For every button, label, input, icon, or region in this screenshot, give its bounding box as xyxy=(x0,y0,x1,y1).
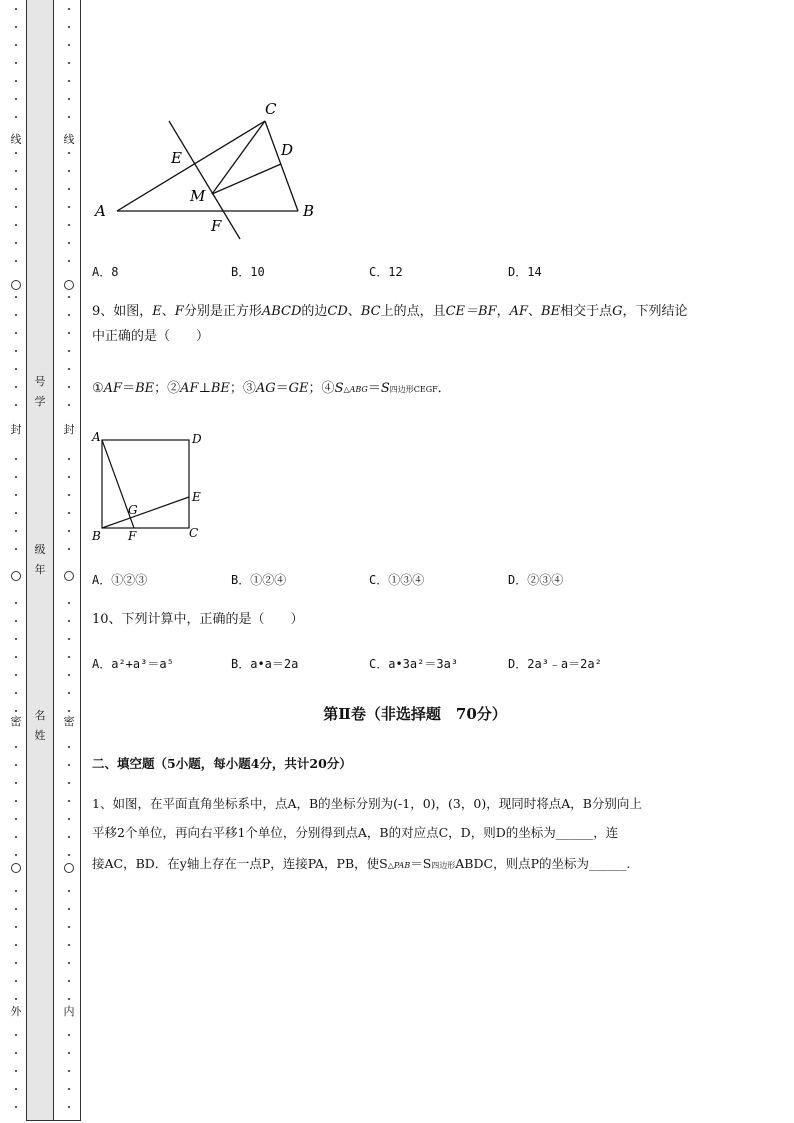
q8-label-A: A xyxy=(95,202,106,220)
outer-dot xyxy=(15,80,17,82)
q9-option-a[interactable]: A．①②③ xyxy=(92,573,148,587)
outer-dot xyxy=(15,638,17,640)
outer-dot xyxy=(15,620,17,622)
inner-seal-char: 密 xyxy=(63,715,75,728)
inner-dot xyxy=(68,1106,70,1108)
outer-dot xyxy=(15,926,17,928)
outer-dot xyxy=(15,494,17,496)
outer-seal-char: 外 xyxy=(10,1005,22,1018)
q9-label-A: A xyxy=(92,430,101,444)
q9-option-d[interactable]: D．②③④ xyxy=(508,573,564,587)
inner-dot xyxy=(68,836,70,838)
outer-dot xyxy=(15,332,17,334)
inner-dot xyxy=(68,368,70,370)
inner-dot xyxy=(68,602,70,604)
inner-dot xyxy=(68,800,70,802)
q8-option-b[interactable]: B．10 xyxy=(231,265,265,279)
outer-dot xyxy=(15,1034,17,1036)
outer-dot xyxy=(15,674,17,676)
inner-dot xyxy=(68,206,70,208)
q10-option-b[interactable]: B．a•a＝2a xyxy=(231,657,299,671)
outer-dot xyxy=(15,530,17,532)
inner-dot xyxy=(68,530,70,532)
fill1-line2: 平移2个单位，再向右平移1个单位，分别得到点A，B的对应点C，D，则D的坐标为______，连 xyxy=(92,825,619,840)
inner-dot xyxy=(68,638,70,640)
inner-dot xyxy=(68,674,70,676)
q8-option-d[interactable]: D．14 xyxy=(508,265,542,279)
outer-dot xyxy=(15,260,17,262)
inner-dot xyxy=(68,512,70,514)
outer-dot xyxy=(15,44,17,46)
inner-dot xyxy=(68,476,70,478)
margin-bottom-line xyxy=(26,1120,81,1121)
outer-dot xyxy=(15,8,17,10)
inner-dot xyxy=(68,656,70,658)
q9-label-B: B xyxy=(92,529,101,543)
outer-dot xyxy=(15,1052,17,1054)
outer-dot xyxy=(15,368,17,370)
outer-dot xyxy=(15,782,17,784)
q9-label-C: C xyxy=(189,526,199,540)
inner-dot xyxy=(68,782,70,784)
q9-conclusions: ①AF＝BE；②AF⊥BE；③AG＝GE；④S△ABG＝S四边形CEGF． xyxy=(92,381,451,396)
inner-dot xyxy=(68,1052,70,1054)
fill1-line1: 1、如图，在平面直角坐标系中，点A，B的坐标分别为(-1，0)，(3，0)，现同时将点A，B分别向上 xyxy=(92,796,642,811)
outer-dot xyxy=(15,152,17,154)
inner-dot xyxy=(68,314,70,316)
q9-label-D: D xyxy=(192,432,202,446)
inner-dot xyxy=(68,404,70,406)
inner-dot xyxy=(68,926,70,928)
outer-dot xyxy=(15,314,17,316)
field-label-class-2: 年 xyxy=(34,563,46,576)
inner-dot xyxy=(68,224,70,226)
inner-dot xyxy=(68,8,70,10)
inner-dot xyxy=(68,62,70,64)
inner-circle-mark xyxy=(64,280,74,290)
inner-dot xyxy=(68,980,70,982)
inner-dot-column xyxy=(62,0,76,1123)
margin-border-line xyxy=(80,0,81,1121)
q9-label-E: E xyxy=(192,490,201,504)
outer-dot xyxy=(15,296,17,298)
inner-dot xyxy=(68,890,70,892)
inner-dot xyxy=(68,908,70,910)
inner-dot xyxy=(68,944,70,946)
inner-dot xyxy=(68,152,70,154)
inner-dot xyxy=(68,188,70,190)
outer-dot xyxy=(15,188,17,190)
q9-label-F: F xyxy=(128,529,137,543)
outer-dot xyxy=(15,818,17,820)
outer-dot xyxy=(15,404,17,406)
inner-dot xyxy=(68,494,70,496)
inner-dot xyxy=(68,260,70,262)
q9-label-G: G xyxy=(128,503,138,517)
inner-circle-mark xyxy=(64,571,74,581)
field-label-name-2: 姓 xyxy=(34,729,46,742)
outer-dot xyxy=(15,692,17,694)
outer-dot xyxy=(15,386,17,388)
section-two-heading: 二、填空题（5小题，每小题4分，共计20分） xyxy=(92,756,352,771)
outer-dot-column xyxy=(9,0,23,1123)
outer-dot xyxy=(15,1070,17,1072)
inner-dot xyxy=(68,458,70,460)
inner-dot xyxy=(68,764,70,766)
field-label-id-2: 学 xyxy=(34,395,46,408)
outer-dot xyxy=(15,26,17,28)
q9-stem: 9、如图，E、F分别是正方形ABCD的边CD、BC上的点，且CE＝BF，AF、BE相交于点G，下列结论 xyxy=(92,304,688,319)
outer-dot xyxy=(15,242,17,244)
outer-dot xyxy=(15,224,17,226)
inner-dot xyxy=(68,818,70,820)
inner-dot xyxy=(68,746,70,748)
q10-option-c[interactable]: C．a•3a²＝3a³ xyxy=(369,657,459,671)
outer-dot xyxy=(15,548,17,550)
inner-dot xyxy=(68,692,70,694)
outer-dot xyxy=(15,944,17,946)
inner-dot xyxy=(68,1070,70,1072)
outer-seal-char: 密 xyxy=(10,715,22,728)
q9-option-c[interactable]: C．①③④ xyxy=(369,573,425,587)
q10-stem: 10、下列计算中，正确的是（ ） xyxy=(92,612,304,627)
outer-dot xyxy=(15,962,17,964)
outer-dot xyxy=(15,890,17,892)
q9-option-b[interactable]: B．①②④ xyxy=(231,573,287,587)
outer-dot xyxy=(15,800,17,802)
fill1-line3: 接AC，BD．在y轴上存在一点P，连接PA，PB，使S△PAB＝S四边形ABDC，则点P的坐标为______. xyxy=(92,856,631,871)
inner-dot xyxy=(68,26,70,28)
outer-dot xyxy=(15,458,17,460)
q8-label-F: F xyxy=(211,217,222,235)
inner-dot xyxy=(68,44,70,46)
outer-circle-mark xyxy=(11,280,21,290)
inner-dot xyxy=(68,170,70,172)
outer-circle-mark xyxy=(11,571,21,581)
outer-dot xyxy=(15,116,17,118)
inner-seal-char: 封 xyxy=(63,423,75,436)
inner-dot xyxy=(68,332,70,334)
inner-dot xyxy=(68,1088,70,1090)
inner-dot xyxy=(68,962,70,964)
outer-dot xyxy=(15,836,17,838)
outer-dot xyxy=(15,62,17,64)
inner-dot xyxy=(68,998,70,1000)
part-two-title: 第Ⅱ卷（非选择题 70分） xyxy=(323,705,507,723)
outer-circle-mark xyxy=(11,863,21,873)
inner-dot xyxy=(68,620,70,622)
inner-dot xyxy=(68,80,70,82)
outer-dot xyxy=(15,98,17,100)
inner-dot xyxy=(68,242,70,244)
outer-dot xyxy=(15,476,17,478)
q8-label-D: D xyxy=(281,141,294,159)
inner-dot xyxy=(68,386,70,388)
inner-seal-char: 线 xyxy=(63,133,75,146)
outer-seal-char: 封 xyxy=(10,423,22,436)
outer-dot xyxy=(15,1106,17,1108)
outer-dot xyxy=(15,350,17,352)
inner-dot xyxy=(68,350,70,352)
inner-dot xyxy=(68,854,70,856)
q10-option-d[interactable]: D．2a³﹣a＝2a² xyxy=(508,657,602,671)
outer-dot xyxy=(15,998,17,1000)
outer-dot xyxy=(15,854,17,856)
outer-dot xyxy=(15,512,17,514)
q8-label-C: C xyxy=(265,100,277,118)
outer-seal-char: 线 xyxy=(10,133,22,146)
field-label-name-1: 名 xyxy=(34,709,46,722)
q8-label-E: E xyxy=(171,149,182,167)
outer-dot xyxy=(15,908,17,910)
q10-option-a[interactable]: A．a²+a³＝a⁵ xyxy=(92,657,174,671)
outer-dot xyxy=(15,206,17,208)
inner-dot xyxy=(68,1034,70,1036)
q9-square-figure xyxy=(90,428,210,546)
outer-dot xyxy=(15,764,17,766)
outer-dot xyxy=(15,1088,17,1090)
q9-stem-line2: 中正确的是（ ） xyxy=(92,329,210,344)
inner-dot xyxy=(68,116,70,118)
outer-dot xyxy=(15,656,17,658)
q8-label-B: B xyxy=(303,202,315,220)
outer-dot xyxy=(15,170,17,172)
q8-label-M: M xyxy=(190,187,206,205)
inner-circle-mark xyxy=(64,863,74,873)
outer-dot xyxy=(15,980,17,982)
q8-option-c[interactable]: C．12 xyxy=(369,265,403,279)
field-label-id-1: 号 xyxy=(34,375,46,388)
inner-dot xyxy=(68,98,70,100)
q8-option-a[interactable]: A．8 xyxy=(92,265,119,279)
outer-dot xyxy=(15,746,17,748)
field-label-class-1: 级 xyxy=(34,543,46,556)
outer-dot xyxy=(15,602,17,604)
inner-dot xyxy=(68,296,70,298)
inner-seal-char: 内 xyxy=(63,1005,75,1018)
q8-triangle-figure xyxy=(90,98,330,243)
student-info-strip xyxy=(26,0,54,1121)
inner-dot xyxy=(68,548,70,550)
